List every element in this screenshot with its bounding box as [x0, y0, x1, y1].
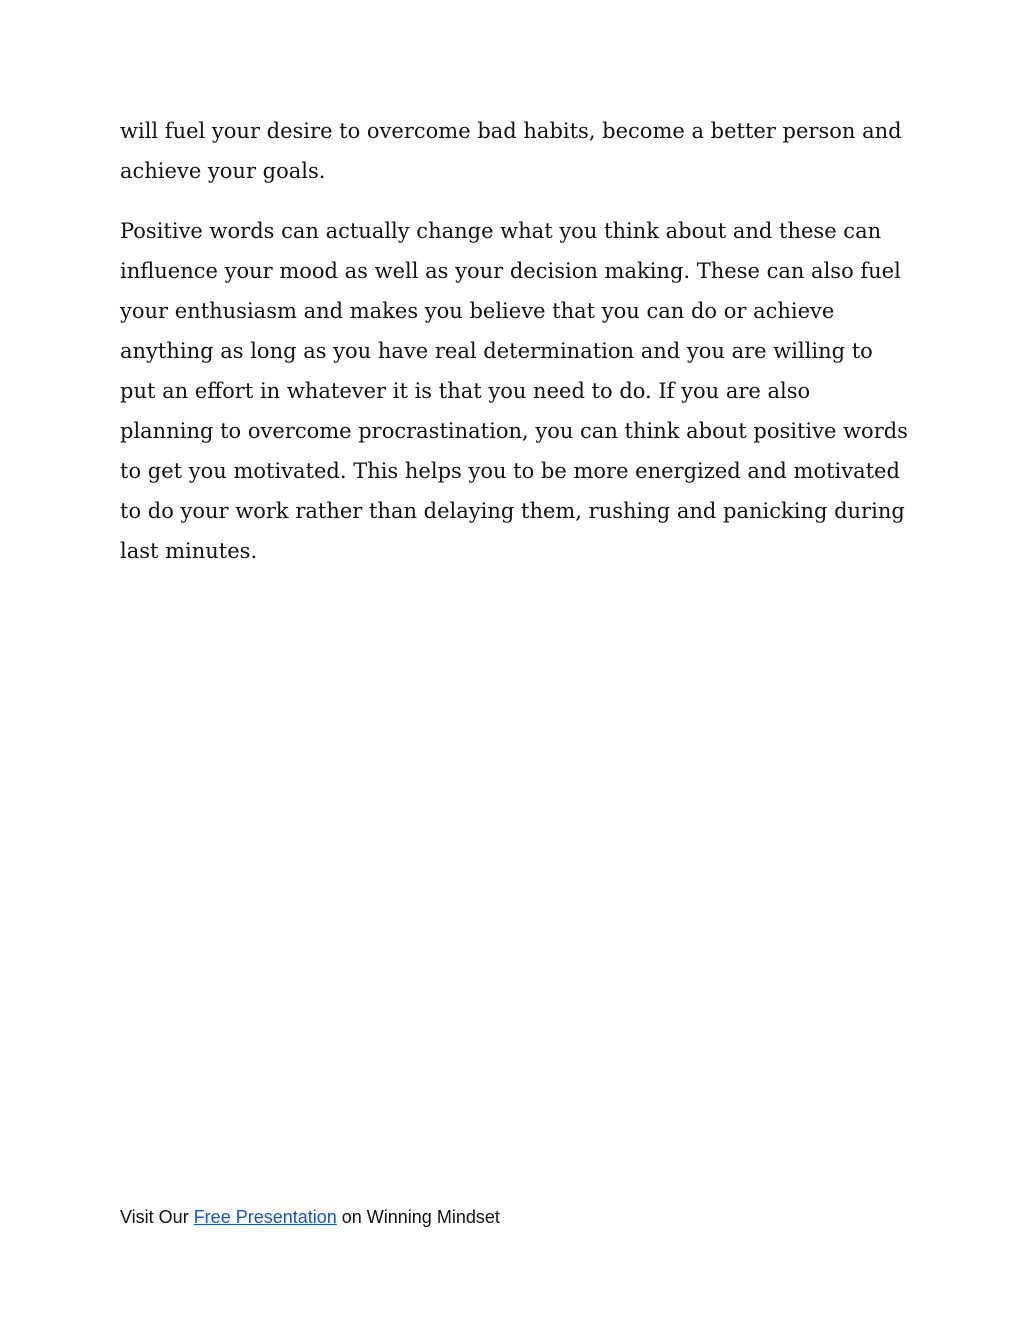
free-presentation-link[interactable]: Free Presentation — [193, 1207, 337, 1227]
footer-suffix: on Winning Mindset — [336, 1207, 500, 1227]
paragraph-positive-words: Positive words can actually change what you think about and these can influence your mood as well as your decision making. These can also fuel your enthusiasm and makes you believe that you can do or achieve anything as long as you have real determination and you are willing to put an effort in whatever it is that you need to do. If you are also planning to overcome procrastination, you can think about positive words to get you motivated. This helps you to be more energized and motivated to do your work rather than delaying them, rushing and panicking during last minutes. — [120, 219, 908, 563]
paragraph-continued: will fuel your desire to overcome bad habits, become a better person and achieve your goals. — [120, 119, 902, 183]
footer-note — [120, 1205, 500, 1229]
footer-prefix: Visit Our — [120, 1207, 194, 1227]
